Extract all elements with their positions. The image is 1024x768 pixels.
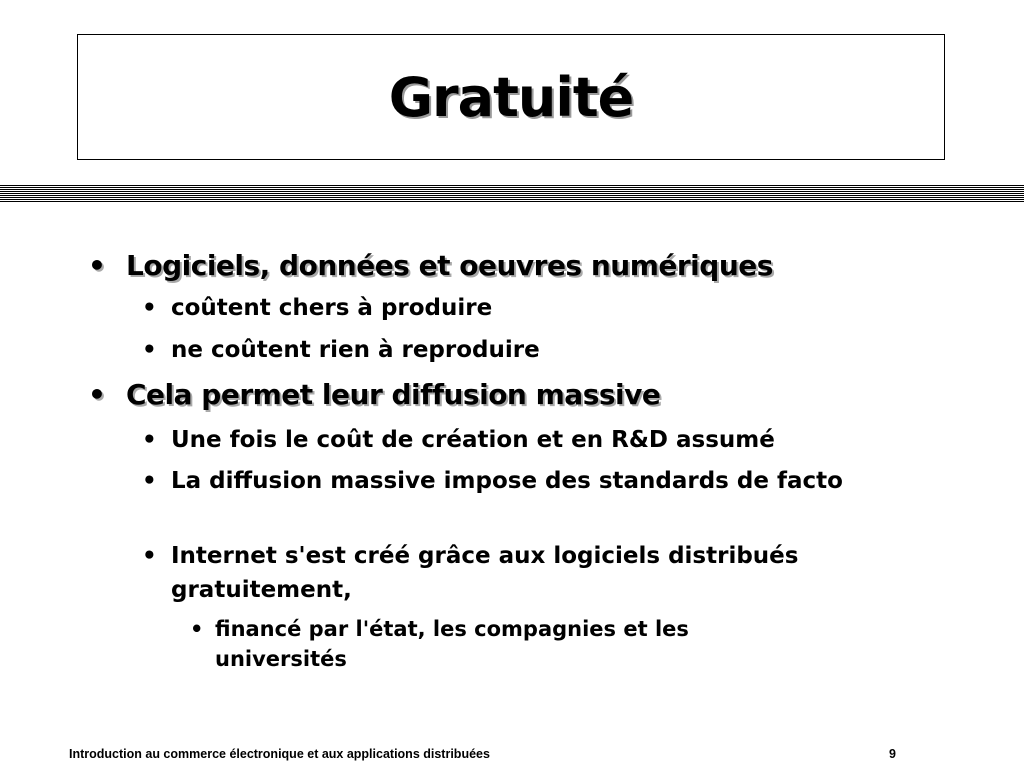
bullet-marker: • <box>190 617 204 641</box>
bullet-level2: ne coûtent rien à reproduire <box>171 337 540 363</box>
bullet-level2: La diffusion massive impose des standards de facto <box>171 468 843 494</box>
bullet-marker: • <box>142 468 157 494</box>
bullet-marker: • <box>142 427 157 453</box>
bullet-marker: • <box>142 337 157 363</box>
slide-title: Gratuité <box>388 65 634 129</box>
bullet-level1: Logiciels, données et oeuvres numériques <box>126 249 773 282</box>
bullet-level1: Cela permet leur diffusion massive <box>126 378 661 411</box>
footer-course-title: Introduction au commerce électronique et aux applications distribuées <box>69 747 490 761</box>
bullet-level2: Une fois le coût de création et en R&D assumé <box>171 427 775 453</box>
bullet-level2: coûtent chers à produire <box>171 295 493 321</box>
bullet-marker: • <box>88 249 106 282</box>
footer-page-number: 9 <box>889 747 896 761</box>
bullet-level3: financé par l'état, les compagnies et les universités <box>215 617 689 671</box>
bullet-marker: • <box>142 295 157 321</box>
bullet-marker: • <box>88 378 106 411</box>
bullet-level2: Internet s'est créé grâce aux logiciels distribués gratuitement, <box>171 543 799 603</box>
bullet-marker: • <box>142 543 157 569</box>
